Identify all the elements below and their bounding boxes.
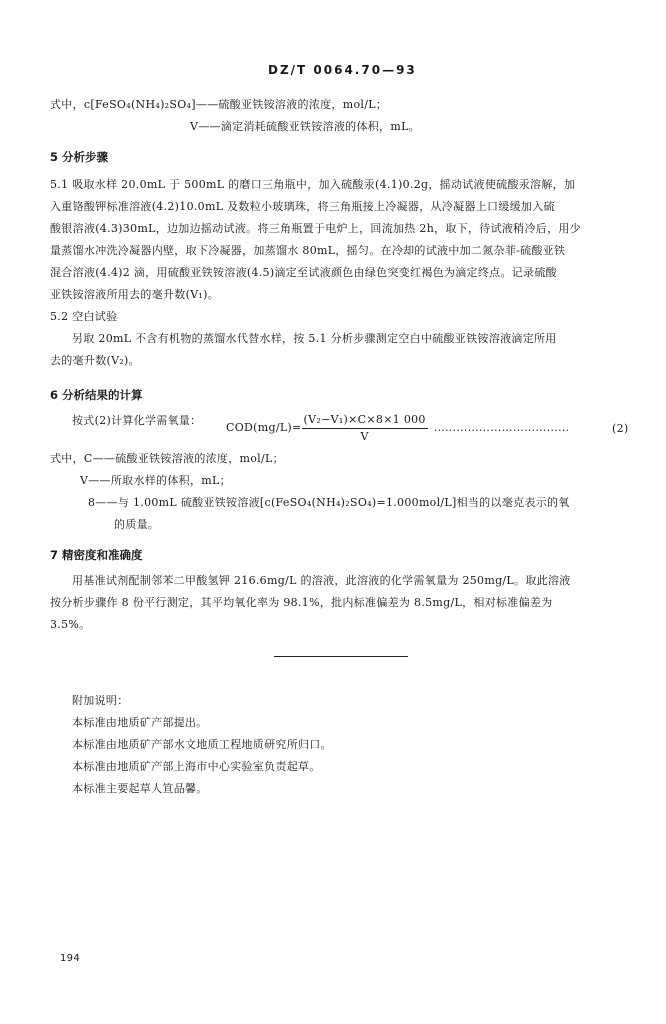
where-line: 式中，C——硫酸亚铁铵溶液的浓度，mol/L； <box>50 452 284 465</box>
paragraph-line: 亚铁铵溶液所用去的毫升数(V₁)。 <box>50 288 220 301</box>
paragraph-line: 另取 20mL 不含有机物的蒸馏水代替水样，按 5.1 分析步骤测定空白中硫酸亚铁铵溶液滴定所用 <box>72 332 557 345</box>
section-5-title: 5 分析步骤 <box>50 150 109 164</box>
paragraph-line: 去的毫升数(V₂)。 <box>50 354 140 367</box>
formula-fraction <box>302 413 428 444</box>
notes-title: 附加说明： <box>72 694 129 707</box>
note-line: 本标准由地质矿产部上海市中心实验室负责起草。 <box>72 760 321 773</box>
paragraph-line: 混合溶液(4.4)2 滴，用硫酸亚铁铵溶液(4.5)滴定至试液颜色由绿色突变红褐色为滴定终点。记录硫酸 <box>50 266 557 279</box>
subsection-5-2-title: 5.2 空白试验 <box>50 310 118 323</box>
where-line: 的质量。 <box>114 518 160 531</box>
section-7-title: 7 精密度和准确度 <box>50 548 143 562</box>
closing-rule <box>274 656 408 657</box>
note-line: 本标准主要起草人笪品馨。 <box>72 782 208 795</box>
formula-leader-dots: ……………………………… <box>433 421 570 434</box>
section-6-title: 6 分析结果的计算 <box>50 388 143 402</box>
where-line: 8——与 1.00mL 硫酸亚铁铵溶液[c(FeSO₄(NH₄)₂SO₄)=1.000mol/L]相当的以毫克表示的氧 <box>88 496 570 509</box>
paragraph-line: 量蒸馏水冲洗冷凝器内壁，取下冷凝器，加蒸馏水 80mL，摇匀。在冷却的试液中加二氮杂菲-硫酸亚铁 <box>50 244 566 257</box>
formula-denominator: V <box>360 429 369 443</box>
note-line: 本标准由地质矿产部水文地质工程地质研究所归口。 <box>72 738 332 751</box>
equation-number: (2) <box>612 422 629 435</box>
formula <box>226 410 569 446</box>
document-code: DZ/T 0064.70—93 <box>268 63 417 77</box>
where-line: V——所取水样的体积，mL； <box>80 474 231 487</box>
formula-lhs: COD(mg/L)= <box>226 421 302 434</box>
note-line: 本标准由地质矿产部提出。 <box>72 716 208 729</box>
paragraph-line: 3.5%。 <box>50 618 91 631</box>
where-line: V——滴定消耗硫酸亚铁铵溶液的体积，mL。 <box>190 120 420 133</box>
paragraph-line: 用基准试剂配制邻苯二甲酸氢钾 216.6mg/L 的溶液，此溶液的化学需氧量为 250mg/L。取此溶液 <box>72 574 571 587</box>
formula-numerator: (V₂−V₁)×C×8×1 000 <box>302 413 428 429</box>
page-number: 194 <box>60 953 80 964</box>
paragraph-line: 入重铬酸钾标准溶液(4.2)10.0mL 及数粒小玻璃珠，将三角瓶接上冷凝器，从冷凝器上口缓缓加入硫 <box>50 200 555 213</box>
paragraph-line: 按分析步骤作 8 份平行测定，其平均氧化率为 98.1%，批内标准偏差为 8.5mg/L，相对标准偏差为 <box>50 596 553 609</box>
paragraph-line: 5.1 吸取水样 20.0mL 于 500mL 的磨口三角瓶中，加入硫酸汞(4.1)0.2g，摇动试液使硫酸汞溶解，加 <box>50 178 576 191</box>
paragraph-line: 酸银溶液(4.3)30mL，边加边摇动试液。将三角瓶置于电炉上，回流加热 2h，取下，待试液稍冷后，用少 <box>50 222 581 235</box>
formula-intro: 按式(2)计算化学需氧量： <box>72 414 202 427</box>
where-line: 式中，c[FeSO₄(NH₄)₂SO₄]——硫酸亚铁铵溶液的浓度，mol/L； <box>50 98 388 111</box>
